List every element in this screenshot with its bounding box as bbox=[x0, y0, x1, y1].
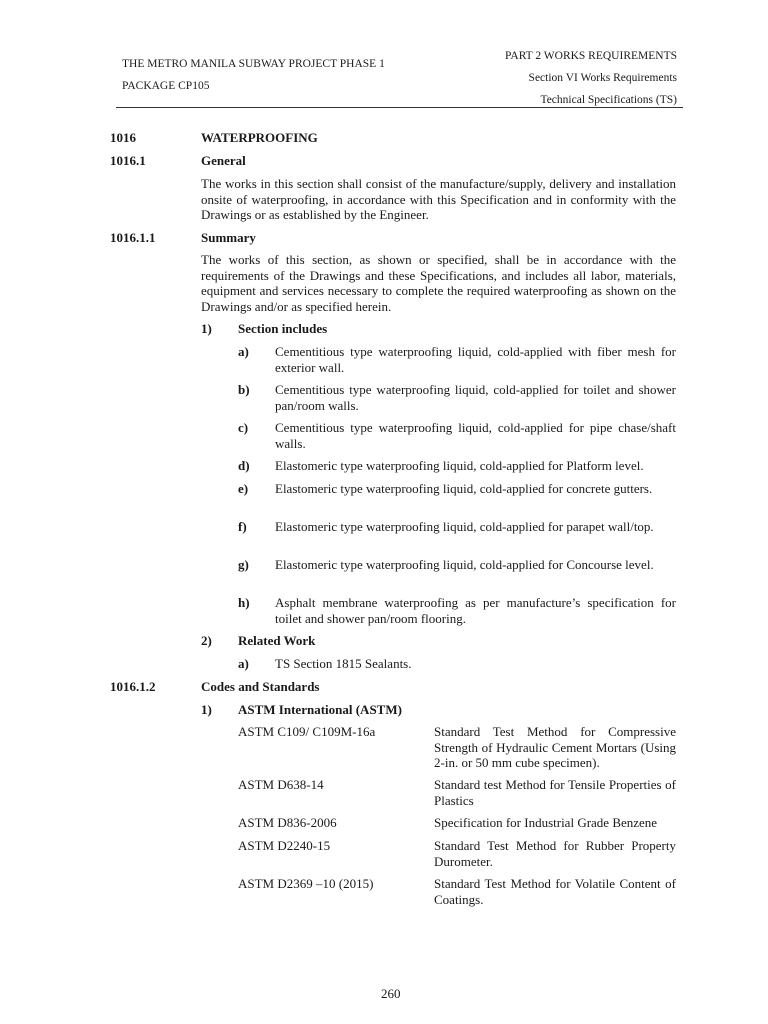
list-item-text: Cementitious type waterproofing liquid, cold-applied with fiber mesh for exterior wall. bbox=[275, 344, 676, 375]
standard-description: Standard Test Method for Compressive Strength of Hydraulic Cement Mortars (Using 2-in. or 50 mm cube specimen). bbox=[434, 724, 676, 770]
list-item-letter: e) bbox=[238, 481, 249, 496]
page-number: 260 bbox=[381, 986, 401, 1001]
list-item-letter: b) bbox=[238, 382, 250, 397]
standard-description: Standard Test Method for Volatile Content of Coatings. bbox=[434, 876, 676, 907]
standard-code: ASTM D2369 –10 (2015) bbox=[238, 876, 374, 891]
summary-number: 1016.1.1 bbox=[110, 230, 156, 245]
codes-title: Codes and Standards bbox=[201, 679, 320, 694]
header-part: PART 2 WORKS REQUIREMENTS bbox=[505, 50, 677, 62]
list-item-letter: a) bbox=[238, 656, 249, 671]
list-item-letter: d) bbox=[238, 458, 250, 473]
list-item-text: Elastomeric type waterproofing liquid, cold-applied for parapet wall/top. bbox=[275, 519, 654, 534]
header-specs: Technical Specifications (TS) bbox=[540, 94, 677, 106]
section-includes-title: Section includes bbox=[238, 321, 328, 336]
astm-title: ASTM International (ASTM) bbox=[238, 702, 402, 717]
astm-number: 1) bbox=[201, 702, 212, 717]
codes-number: 1016.1.2 bbox=[110, 679, 156, 694]
standard-code: ASTM D836-2006 bbox=[238, 815, 337, 830]
list-item-text: Cementitious type waterproofing liquid, cold-applied for toilet and shower pan/room walls. bbox=[275, 382, 676, 413]
list-item-letter: g) bbox=[238, 557, 249, 572]
list-item-text: Elastomeric type waterproofing liquid, cold-applied for Platform level. bbox=[275, 458, 644, 473]
header-project: THE METRO MANILA SUBWAY PROJECT PHASE 1 bbox=[122, 58, 385, 70]
list-item-letter: a) bbox=[238, 344, 249, 359]
list-item-text: TS Section 1815 Sealants. bbox=[275, 656, 412, 671]
summary-paragraph: The works of this section, as shown or specified, shall be in accordance with the requirements of the Drawings and these Specifications, and includes all labor, materials, equipment and services necessary to complete the required waterproofing as shown on the Drawings and/or as specified herein. bbox=[201, 252, 676, 314]
related-work-title: Related Work bbox=[238, 633, 316, 648]
standard-code: ASTM D638-14 bbox=[238, 777, 324, 792]
summary-title: Summary bbox=[201, 230, 256, 245]
standard-code: ASTM D2240-15 bbox=[238, 838, 331, 853]
general-number: 1016.1 bbox=[110, 153, 146, 168]
list-item-text: Elastomeric type waterproofing liquid, cold-applied for concrete gutters. bbox=[275, 481, 653, 496]
general-paragraph: The works in this section shall consist of the manufacture/supply, delivery and installation onsite of waterproofing, in accordance with this Specification and in conformity with the Drawings or as established by the Engineer. bbox=[201, 176, 676, 222]
header-package: PACKAGE CP105 bbox=[122, 80, 210, 92]
list-item-letter: f) bbox=[238, 519, 247, 534]
related-work-number: 2) bbox=[201, 633, 212, 648]
standard-description: Standard test Method for Tensile Properties of Plastics bbox=[434, 777, 676, 808]
standard-code: ASTM C109/ C109M-16a bbox=[238, 724, 376, 739]
list-item-text: Asphalt membrane waterproofing as per manufacture’s specification for toilet and shower pan/room flooring. bbox=[275, 595, 676, 626]
list-item-text: Cementitious type waterproofing liquid, cold-applied for pipe chase/shaft walls. bbox=[275, 420, 676, 451]
heading-number: 1016 bbox=[110, 130, 136, 145]
standard-description: Specification for Industrial Grade Benzene bbox=[434, 815, 658, 830]
header-section: Section VI Works Requirements bbox=[528, 72, 677, 84]
list-item-text: Elastomeric type waterproofing liquid, cold-applied for Concourse level. bbox=[275, 557, 654, 572]
list-item-letter: c) bbox=[238, 420, 249, 435]
section-includes-number: 1) bbox=[201, 321, 212, 336]
standard-description: Standard Test Method for Rubber Property Durometer. bbox=[434, 838, 676, 869]
general-title: General bbox=[201, 153, 246, 168]
list-item-letter: h) bbox=[238, 595, 250, 610]
header-divider bbox=[116, 107, 683, 108]
heading-title: WATERPROOFING bbox=[201, 130, 318, 145]
